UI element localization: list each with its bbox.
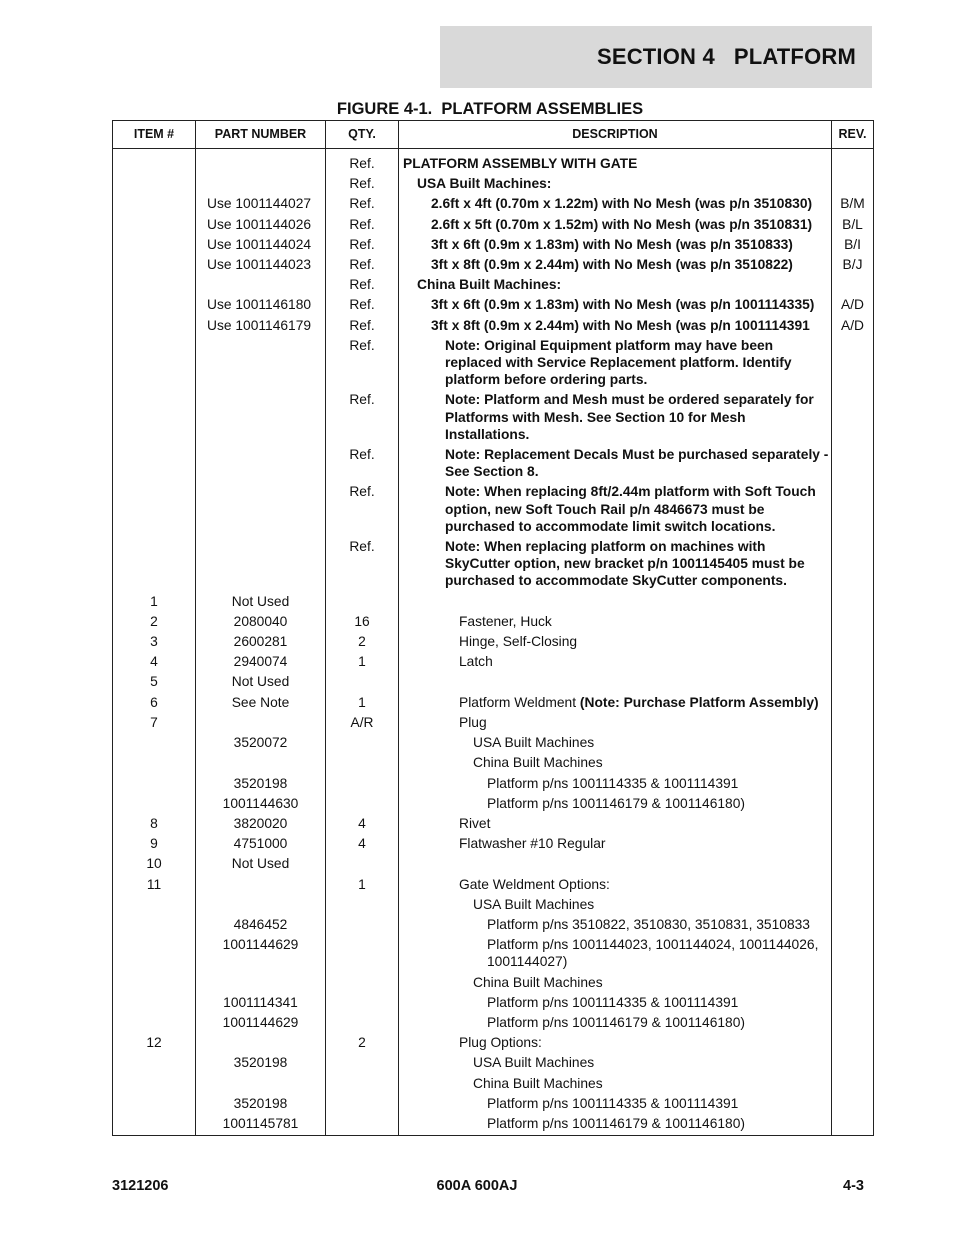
rev-cell — [832, 972, 874, 992]
item-number-cell — [113, 992, 196, 1012]
qty-cell: Ref. — [326, 214, 399, 234]
item-number-cell — [113, 214, 196, 234]
description-cell — [399, 1053, 832, 1073]
rev-cell: B/I — [832, 234, 874, 254]
qty-cell — [326, 1012, 399, 1032]
table-row — [113, 537, 874, 592]
table-body — [113, 149, 874, 1136]
table-row — [113, 611, 874, 631]
item-number-cell: 4 — [113, 652, 196, 672]
item-number-cell: 12 — [113, 1033, 196, 1053]
rev-cell — [832, 753, 874, 773]
description-text: Platform p/ns 1001144023, 1001144024, 1001144026, 1001144027) — [487, 937, 819, 970]
rev-cell — [832, 773, 874, 793]
description-note: (Note: Purchase Platform Assembly) — [579, 694, 819, 710]
rev-cell: B/L — [832, 214, 874, 234]
qty-cell — [326, 992, 399, 1012]
item-number-cell — [113, 149, 196, 174]
qty-cell — [326, 1113, 399, 1135]
qty-cell — [326, 1053, 399, 1073]
table-row — [113, 445, 874, 482]
qty-cell — [326, 793, 399, 813]
part-number-cell: 1001114341 — [196, 992, 326, 1012]
item-number-cell: 8 — [113, 813, 196, 833]
qty-cell: 16 — [326, 611, 399, 631]
qty-cell: Ref. — [326, 295, 399, 315]
description-cell — [399, 773, 832, 793]
qty-cell: Ref. — [326, 482, 399, 537]
qty-cell — [326, 894, 399, 914]
table-row — [113, 712, 874, 732]
part-number-cell — [196, 482, 326, 537]
description-text: Note: Original Equipment platform may have been replaced with Service Replacement platform. Identify platform before ordering parts. — [445, 337, 792, 388]
rev-cell — [832, 149, 874, 174]
rev-cell — [832, 992, 874, 1012]
table-row — [113, 773, 874, 793]
part-number-cell — [196, 753, 326, 773]
item-number-cell — [113, 295, 196, 315]
qty-cell: Ref. — [326, 315, 399, 335]
part-number-cell — [196, 712, 326, 732]
description-cell — [399, 733, 832, 753]
part-number-cell: Use 1001146180 — [196, 295, 326, 315]
rev-cell — [832, 482, 874, 537]
rev-cell — [832, 712, 874, 732]
part-number-cell: 2080040 — [196, 611, 326, 631]
table-row — [113, 1012, 874, 1032]
description-text: Note: Replacement Decals Must be purchased separately - See Section 8. — [445, 447, 829, 480]
table-row — [113, 194, 874, 214]
description-cell — [399, 255, 832, 275]
description-cell — [399, 234, 832, 254]
table-row — [113, 972, 874, 992]
header-part-number: PART NUMBER — [196, 121, 326, 149]
qty-cell — [326, 591, 399, 611]
part-number-cell — [196, 390, 326, 445]
qty-cell: 1 — [326, 874, 399, 894]
description-cell — [399, 482, 832, 537]
description-text: Platform Weldment — [459, 694, 577, 710]
table-row — [113, 834, 874, 854]
description-text: China Built Machines: — [417, 277, 562, 293]
qty-cell: 4 — [326, 813, 399, 833]
description-cell — [399, 712, 832, 732]
description-text: Note: When replacing platform on machines with SkyCutter option, new bracket p/n 1001145405 must be purchased to accommodate SkyCutter components. — [445, 539, 805, 589]
part-number-cell: 1001144630 — [196, 793, 326, 813]
description-cell — [399, 174, 832, 194]
description-text: China Built Machines — [473, 755, 603, 771]
description-cell — [399, 1033, 832, 1053]
item-number-cell — [113, 390, 196, 445]
table-row — [113, 234, 874, 254]
qty-cell — [326, 753, 399, 773]
description-cell — [399, 295, 832, 315]
part-number-cell: 1001145781 — [196, 1113, 326, 1135]
description-text: 2.6ft x 4ft (0.70m x 1.22m) with No Mesh (was p/n 3510830) — [431, 196, 813, 212]
part-number-cell: 3520198 — [196, 773, 326, 793]
item-number-cell — [113, 1012, 196, 1032]
table-row — [113, 652, 874, 672]
description-cell — [399, 1093, 832, 1113]
table-header-row — [113, 121, 874, 149]
item-number-cell — [113, 894, 196, 914]
qty-cell — [326, 733, 399, 753]
description-cell — [399, 992, 832, 1012]
part-number-cell: 2940074 — [196, 652, 326, 672]
part-number-cell — [196, 445, 326, 482]
rev-cell — [832, 854, 874, 874]
description-cell — [399, 149, 832, 174]
part-number-cell: See Note — [196, 692, 326, 712]
table-row — [113, 813, 874, 833]
table-row — [113, 335, 874, 390]
description-cell — [399, 652, 832, 672]
qty-cell: Ref. — [326, 174, 399, 194]
rev-cell — [832, 390, 874, 445]
qty-cell — [326, 935, 399, 972]
description-text: Plug — [459, 714, 487, 730]
table-row — [113, 992, 874, 1012]
description-text: Gate Weldment Options: — [459, 876, 610, 892]
rev-cell — [832, 672, 874, 692]
description-text: USA Built Machines — [473, 1055, 595, 1071]
rev-cell — [832, 174, 874, 194]
part-number-cell: 1001144629 — [196, 935, 326, 972]
description-text: Hinge, Self-Closing — [459, 634, 578, 650]
part-number-cell — [196, 972, 326, 992]
description-text: Platform p/ns 1001146179 & 1001146180) — [487, 795, 745, 811]
part-number-cell: Use 1001144026 — [196, 214, 326, 234]
table-row — [113, 149, 874, 174]
item-number-cell: 11 — [113, 874, 196, 894]
rev-cell — [832, 733, 874, 753]
table-row — [113, 935, 874, 972]
qty-cell: Ref. — [326, 390, 399, 445]
description-cell — [399, 275, 832, 295]
description-text: 3ft x 8ft (0.9m x 2.44m) with No Mesh (was p/n 3510822) — [431, 257, 793, 273]
description-text: 3ft x 8ft (0.9m x 2.44m) with No Mesh (was p/n 1001114391 — [431, 317, 810, 333]
rev-cell: A/D — [832, 315, 874, 335]
table-row — [113, 174, 874, 194]
footer-model: 600A 600AJ — [436, 1178, 518, 1194]
item-number-cell — [113, 753, 196, 773]
item-number-cell — [113, 935, 196, 972]
rev-cell — [832, 1113, 874, 1135]
rev-cell — [832, 834, 874, 854]
qty-cell: 1 — [326, 652, 399, 672]
description-cell — [399, 1113, 832, 1135]
description-text: Platform p/ns 1001114335 & 1001114391 — [487, 775, 739, 791]
footer-doc-number: 3121206 — [112, 1178, 169, 1194]
item-number-cell — [113, 275, 196, 295]
item-number-cell — [113, 335, 196, 390]
description-cell — [399, 813, 832, 833]
description-text: USA Built Machines: — [417, 176, 552, 192]
parts-table — [112, 120, 874, 1136]
description-text: USA Built Machines — [473, 735, 595, 751]
table-row — [113, 914, 874, 934]
description-text: Rivet — [459, 815, 491, 831]
qty-cell: 2 — [326, 632, 399, 652]
item-number-cell — [113, 914, 196, 934]
qty-cell: Ref. — [326, 234, 399, 254]
header-description: DESCRIPTION — [399, 121, 832, 149]
qty-cell — [326, 854, 399, 874]
description-text: China Built Machines — [473, 1075, 603, 1091]
qty-cell: 2 — [326, 1033, 399, 1053]
description-cell — [399, 672, 832, 692]
part-number-cell: 4846452 — [196, 914, 326, 934]
part-number-cell — [196, 275, 326, 295]
table-row — [113, 793, 874, 813]
description-cell — [399, 1012, 832, 1032]
table-row — [113, 692, 874, 712]
item-number-cell — [113, 1113, 196, 1135]
item-number-cell — [113, 482, 196, 537]
table-row — [113, 854, 874, 874]
description-text: Platform p/ns 1001114335 & 1001114391 — [487, 1095, 739, 1111]
item-number-cell: 7 — [113, 712, 196, 732]
part-number-cell: 3820020 — [196, 813, 326, 833]
part-number-cell — [196, 149, 326, 174]
description-text: Platform p/ns 1001146179 & 1001146180) — [487, 1014, 745, 1030]
item-number-cell — [113, 174, 196, 194]
footer-page-number: 4-3 — [843, 1178, 864, 1194]
description-text: Fastener, Huck — [459, 613, 552, 629]
description-cell — [399, 692, 832, 712]
table-row — [113, 390, 874, 445]
description-text: Note: When replacing 8ft/2.44m platform with Soft Touch option, new Soft Touch Rail p/n 4846673 must be purchased to accommodate limit switch locations. — [445, 484, 816, 534]
qty-cell: Ref. — [326, 335, 399, 390]
qty-cell: 4 — [326, 834, 399, 854]
description-text: 3ft x 6ft (0.9m x 1.83m) with No Mesh (was p/n 1001114335) — [431, 297, 815, 313]
table-row — [113, 632, 874, 652]
item-number-cell — [113, 972, 196, 992]
part-number-cell: 1001144629 — [196, 1012, 326, 1032]
rev-cell — [832, 874, 874, 894]
table-row — [113, 1053, 874, 1073]
description-cell — [399, 793, 832, 813]
description-cell — [399, 914, 832, 934]
qty-cell: Ref. — [326, 194, 399, 214]
qty-cell — [326, 1093, 399, 1113]
rev-cell — [832, 632, 874, 652]
part-number-cell: Use 1001146179 — [196, 315, 326, 335]
qty-cell: 1 — [326, 692, 399, 712]
table-row — [113, 733, 874, 753]
description-cell — [399, 1073, 832, 1093]
qty-cell: Ref. — [326, 149, 399, 174]
part-number-cell: Use 1001144023 — [196, 255, 326, 275]
table-row — [113, 214, 874, 234]
figure-title: FIGURE 4-1. PLATFORM ASSEMBLIES — [336, 100, 644, 118]
rev-cell — [832, 935, 874, 972]
description-text: China Built Machines — [473, 974, 603, 990]
rev-cell — [832, 813, 874, 833]
rev-cell: B/J — [832, 255, 874, 275]
table-row — [113, 295, 874, 315]
rev-cell — [832, 537, 874, 592]
part-number-cell: 2600281 — [196, 632, 326, 652]
part-number-cell: Use 1001144024 — [196, 234, 326, 254]
description-text: Plug Options: — [459, 1035, 542, 1051]
part-number-cell: 3520072 — [196, 733, 326, 753]
item-number-cell — [113, 255, 196, 275]
part-number-cell: 4751000 — [196, 834, 326, 854]
table-row — [113, 1073, 874, 1093]
description-text: Flatwasher #10 Regular — [459, 836, 606, 852]
rev-cell — [832, 793, 874, 813]
description-text: Platform p/ns 3510822, 3510830, 3510831, 3510833 — [487, 916, 810, 932]
rev-cell — [832, 1093, 874, 1113]
item-number-cell — [113, 773, 196, 793]
part-number-cell: Not Used — [196, 591, 326, 611]
description-cell — [399, 894, 832, 914]
description-cell — [399, 194, 832, 214]
table-row — [113, 315, 874, 335]
qty-cell: Ref. — [326, 537, 399, 592]
table-row — [113, 894, 874, 914]
qty-cell: Ref. — [326, 255, 399, 275]
item-number-cell: 3 — [113, 632, 196, 652]
rev-cell — [832, 591, 874, 611]
item-number-cell: 1 — [113, 591, 196, 611]
qty-cell — [326, 914, 399, 934]
item-number-cell: 2 — [113, 611, 196, 631]
description-cell — [399, 632, 832, 652]
part-number-cell — [196, 1033, 326, 1053]
item-number-cell: 5 — [113, 672, 196, 692]
description-cell — [399, 214, 832, 234]
rev-cell — [832, 611, 874, 631]
part-number-cell — [196, 894, 326, 914]
description-text: 3ft x 6ft (0.9m x 1.83m) with No Mesh (was p/n 3510833) — [431, 236, 793, 252]
description-cell — [399, 753, 832, 773]
rev-cell — [832, 1033, 874, 1053]
part-number-cell — [196, 335, 326, 390]
rev-cell — [832, 692, 874, 712]
rev-cell — [832, 1073, 874, 1093]
table-row — [113, 275, 874, 295]
item-number-cell: 9 — [113, 834, 196, 854]
item-number-cell — [113, 315, 196, 335]
description-cell — [399, 972, 832, 992]
header-qty: QTY. — [326, 121, 399, 149]
table-row — [113, 874, 874, 894]
description-cell — [399, 935, 832, 972]
part-number-cell: 3520198 — [196, 1053, 326, 1073]
description-cell — [399, 390, 832, 445]
header-item: ITEM # — [113, 121, 196, 149]
table-row — [113, 255, 874, 275]
table-row — [113, 1093, 874, 1113]
header-rev: REV. — [832, 121, 874, 149]
rev-cell — [832, 894, 874, 914]
description-text: USA Built Machines — [473, 896, 595, 912]
rev-cell — [832, 335, 874, 390]
item-number-cell: 10 — [113, 854, 196, 874]
rev-cell: A/D — [832, 295, 874, 315]
part-number-cell: Not Used — [196, 672, 326, 692]
part-number-cell — [196, 874, 326, 894]
description-cell — [399, 874, 832, 894]
qty-cell — [326, 773, 399, 793]
description-text: 2.6ft x 5ft (0.70m x 1.52m) with No Mesh (was p/n 3510831) — [431, 216, 813, 232]
item-number-cell — [113, 1093, 196, 1113]
rev-cell: B/M — [832, 194, 874, 214]
description-text: Platform p/ns 1001146179 & 1001146180) — [487, 1115, 745, 1131]
item-number-cell — [113, 793, 196, 813]
part-number-cell — [196, 1073, 326, 1093]
item-number-cell — [113, 537, 196, 592]
part-number-cell — [196, 174, 326, 194]
table-row — [113, 753, 874, 773]
table-row — [113, 482, 874, 537]
qty-cell: Ref. — [326, 445, 399, 482]
table-row — [113, 1033, 874, 1053]
item-number-cell — [113, 733, 196, 753]
item-number-cell — [113, 1053, 196, 1073]
rev-cell — [832, 652, 874, 672]
qty-cell — [326, 1073, 399, 1093]
description-text: Note: Platform and Mesh must be ordered separately for Platforms with Mesh. See Section 10 for Mesh Installations. — [445, 392, 814, 442]
description-cell — [399, 854, 832, 874]
description-cell — [399, 611, 832, 631]
item-number-cell — [113, 1073, 196, 1093]
section-title: SECTION 4 PLATFORM — [596, 44, 856, 69]
part-number-cell: Not Used — [196, 854, 326, 874]
qty-cell: A/R — [326, 712, 399, 732]
description-text: Latch — [459, 654, 493, 670]
description-cell — [399, 834, 832, 854]
table-row — [113, 591, 874, 611]
item-number-cell — [113, 194, 196, 214]
table-row — [113, 672, 874, 692]
rev-cell — [832, 275, 874, 295]
qty-cell — [326, 972, 399, 992]
item-number-cell — [113, 234, 196, 254]
qty-cell: Ref. — [326, 275, 399, 295]
rev-cell — [832, 914, 874, 934]
description-cell — [399, 537, 832, 592]
part-number-cell: 3520198 — [196, 1093, 326, 1113]
item-number-cell — [113, 445, 196, 482]
section-header — [440, 26, 872, 88]
rev-cell — [832, 1053, 874, 1073]
part-number-cell — [196, 537, 326, 592]
qty-cell — [326, 672, 399, 692]
description-cell — [399, 315, 832, 335]
description-cell — [399, 445, 832, 482]
description-cell — [399, 335, 832, 390]
item-number-cell: 6 — [113, 692, 196, 712]
description-text: PLATFORM ASSEMBLY WITH GATE — [403, 156, 638, 171]
part-number-cell: Use 1001144027 — [196, 194, 326, 214]
description-text: Platform p/ns 1001114335 & 1001114391 — [487, 994, 739, 1010]
rev-cell — [832, 1012, 874, 1032]
rev-cell — [832, 445, 874, 482]
description-cell — [399, 591, 832, 611]
table-row — [113, 1113, 874, 1135]
